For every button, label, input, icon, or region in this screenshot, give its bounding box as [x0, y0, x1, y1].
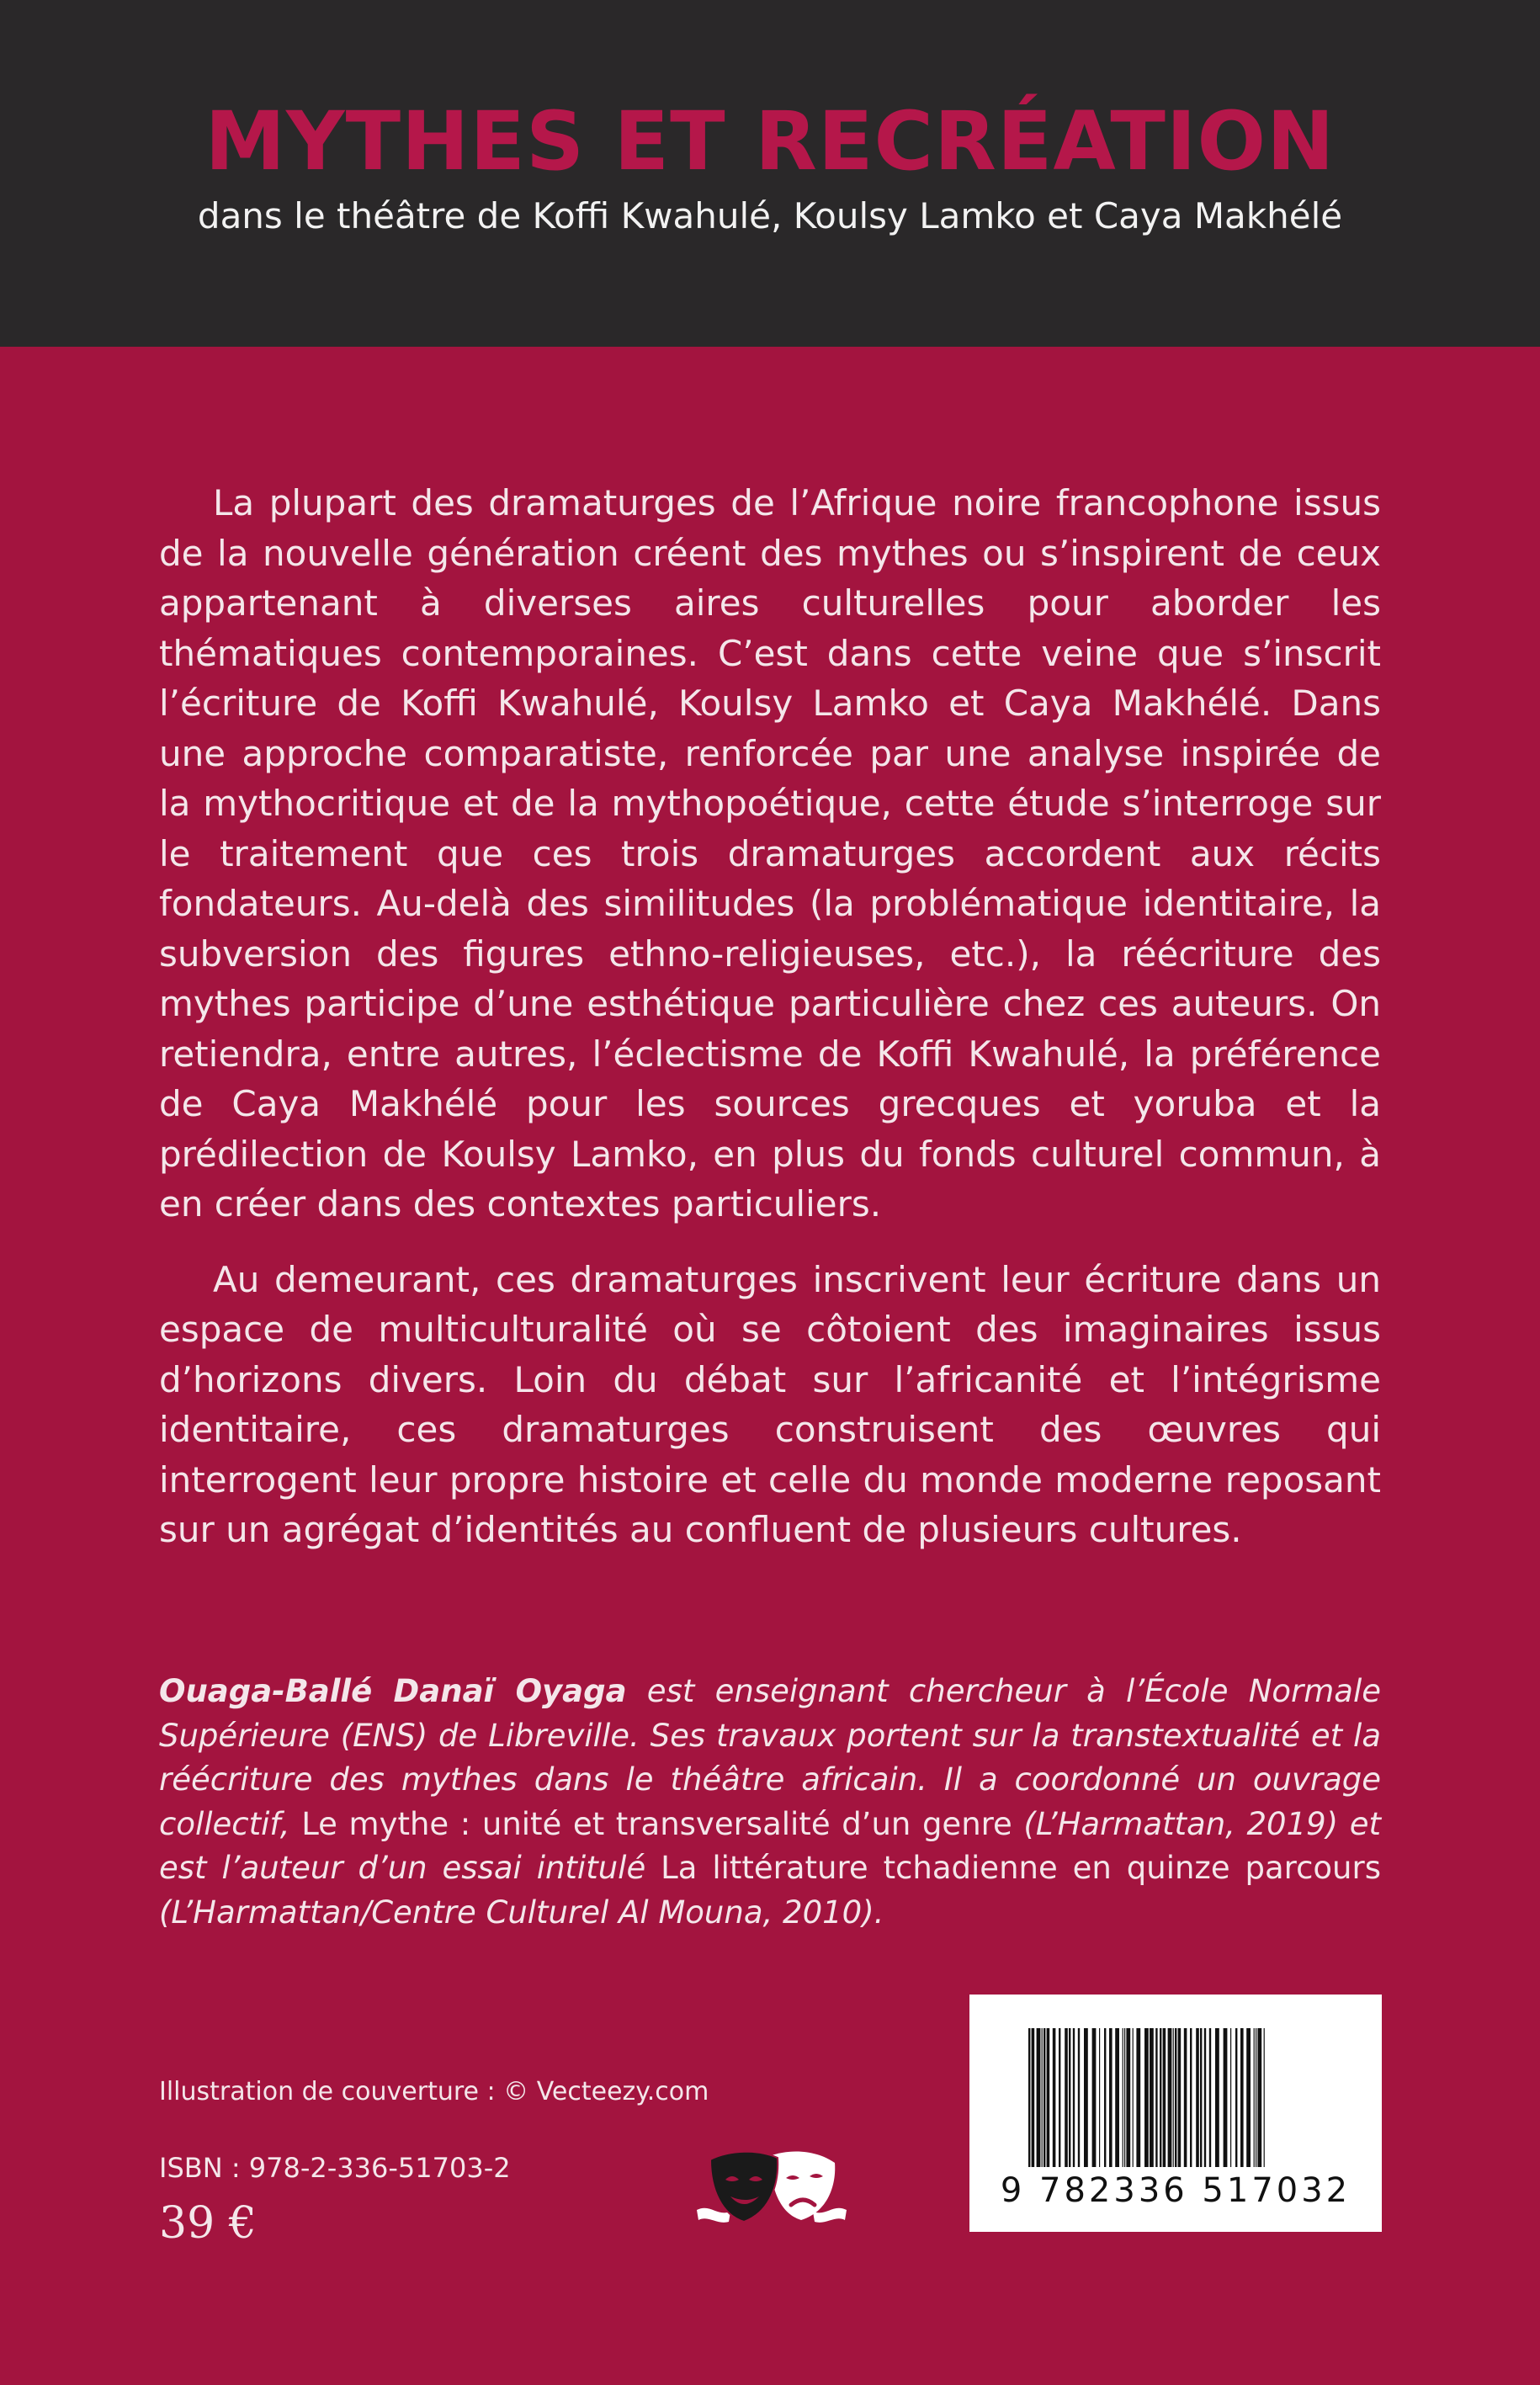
barcode-bar	[1264, 2028, 1265, 2167]
barcode-bar	[1168, 2028, 1172, 2167]
barcode-bar	[1173, 2028, 1174, 2167]
barcode-bar	[1047, 2028, 1050, 2167]
barcode-bar	[1126, 2028, 1130, 2167]
barcode-bar	[1043, 2028, 1045, 2167]
bio-text: est enseignant chercheur à l’École Normale Supérieure (ENS) de Libreville. Ses travaux portent sur la transtextualité et la réécriture des mythes dans le théâtre africain. Il a coordonné un ouvrage collectif,	[159, 1673, 1381, 1842]
barcode-bar	[1099, 2028, 1100, 2167]
barcode-bar	[1155, 2028, 1157, 2167]
book-reference: La littérature tchadienne en quinze parcours	[661, 1850, 1381, 1886]
barcode-bar	[1059, 2028, 1060, 2167]
barcode-bar	[1065, 2028, 1068, 2167]
barcode-bar	[1032, 2028, 1035, 2167]
barcode-bar	[1254, 2028, 1255, 2167]
barcode-bar	[1224, 2028, 1228, 2167]
barcode-bar	[1204, 2028, 1206, 2167]
barcode-bar	[1042, 2028, 1043, 2167]
barcode-bar	[1078, 2028, 1080, 2167]
bio-text: (L’Harmattan, 2019) et est l’auteur d’un essai intitulé	[159, 1805, 1381, 1886]
barcode-bar	[1133, 2028, 1134, 2167]
barcode-bar	[1190, 2028, 1192, 2167]
barcode-bar	[1084, 2028, 1088, 2167]
barcode-bar	[1092, 2028, 1097, 2167]
barcode-bar	[1073, 2028, 1075, 2167]
barcode-bar	[1109, 2028, 1113, 2167]
barcode-bar	[1028, 2028, 1030, 2167]
barcode-bar	[1150, 2028, 1154, 2167]
book-reference: Le mythe : unité et transversalité d’un genre	[301, 1805, 1012, 1842]
barcode-bar	[1115, 2028, 1119, 2167]
author-name: Ouaga-Ballé Danaï Oyaga	[159, 1673, 627, 1709]
barcode-bars	[969, 1995, 1382, 2171]
barcode-bar	[1246, 2028, 1251, 2167]
barcode-bar	[1144, 2028, 1149, 2167]
barcode-bar	[1037, 2028, 1041, 2167]
barcode-bar	[1178, 2028, 1182, 2167]
theatre-masks-icon	[692, 2144, 852, 2228]
barcode	[969, 1995, 1382, 2232]
barcode-bar	[1196, 2028, 1199, 2167]
blurb-paragraph: La plupart des dramaturges de l’Afrique noire francophone issus de la nouvelle génération créent des mythes ou s’inspirent de ceux appartenant à diverses aires culturelles pour aborder les thématiques contemporaines. C’est dans cette veine que s’inscrit l’écriture de Koffi Kwahulé, Koulsy Lamko et Caya Makhélé. Dans une approche comparatiste, renforcée par une analyse inspirée de la mythocritique et de la mythopoétique, cette étude s’interroge sur le traitement que ces trois dramaturges accordent aux récits fondateurs. Au-delà des similitudes (la problématique identitaire, la subversion des figures ethno-religieuses, etc.), la réécriture des mythes participe d’une esthétique particulière chez ces auteurs. On retiendra, entre autres, l’éclectisme de Koffi Kwahulé, la préférence de Caya Makhélé pour les sources grecques et yoruba et la prédilection de Koulsy Lamko, en plus du fonds culturel commun, à en créer dans des contextes particuliers.	[159, 482, 1381, 1224]
barcode-bar	[1175, 2028, 1176, 2167]
barcode-bar	[1160, 2028, 1161, 2167]
barcode-bar	[1069, 2028, 1070, 2167]
barcode-bar	[1163, 2028, 1166, 2167]
barcode-bar	[1257, 2028, 1261, 2167]
bio-text: (L’Harmattan/Centre Culturel Al Mouna, 2010).	[159, 1894, 884, 1931]
isbn: ISBN : 978-2-336-51703-2	[159, 2152, 511, 2184]
barcode-bar	[1215, 2028, 1219, 2167]
back-cover-blurb	[159, 478, 1381, 1555]
barcode-bar	[1104, 2028, 1106, 2167]
barcode-bar	[1200, 2028, 1202, 2167]
header-band	[0, 0, 1540, 347]
blurb-paragraph: Au demeurant, ces dramaturges inscrivent leur écriture dans un espace de multiculturalité où se côtoient des imaginaires issus d’horizons divers. Loin du débat sur l’africanité et l’intégrisme identitaire, ces dramaturges construisent des œuvres qui interrogent leur propre histoire et celle du monde moderne reposant sur un agrégat d’identités au confluent de plusieurs cultures.	[159, 1258, 1381, 1550]
barcode-bar	[1053, 2028, 1056, 2167]
barcode-bar	[1240, 2028, 1244, 2167]
price: 39 €	[159, 2198, 257, 2249]
illustration-credit: Illustration de couverture : © Vecteezy.com	[159, 2077, 709, 2106]
barcode-number: 9 782336 517032	[1000, 2171, 1351, 2210]
author-bio	[159, 1670, 1381, 1935]
barcode-bar	[1124, 2028, 1125, 2167]
barcode-bar	[1184, 2028, 1187, 2167]
barcode-bar	[1230, 2028, 1231, 2167]
book-title: MYTHES ET RECRÉATION	[204, 94, 1336, 189]
book-subtitle: dans le théâtre de Koffi Kwahulé, Koulsy Lamko et Caya Makhélé	[197, 195, 1343, 236]
barcode-bar	[1136, 2028, 1140, 2167]
barcode-bar	[1235, 2028, 1237, 2167]
barcode-bar	[1209, 2028, 1211, 2167]
